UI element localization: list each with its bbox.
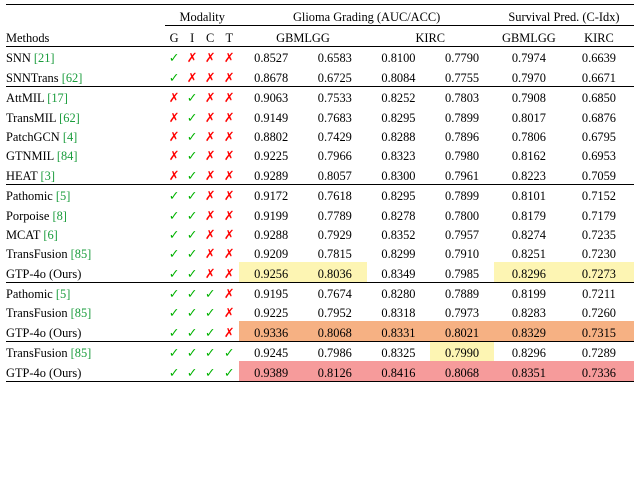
method-name (6, 341, 165, 361)
metric-value: 0.8199 (494, 282, 564, 302)
method-label: MCAT (6, 227, 41, 242)
metric-value: 0.7889 (430, 282, 494, 302)
method-name (6, 47, 165, 67)
metric-value: 0.6671 (581, 70, 616, 85)
table-header-groups (6, 5, 634, 26)
metric-value: 0.7789 (317, 208, 352, 223)
metric-value: 0.8068 (430, 361, 494, 381)
modality-cross-icon: ✗ (223, 110, 235, 126)
metric-value: 0.7230 (581, 247, 616, 262)
citation-link[interactable]: [85] (70, 306, 92, 321)
metric-value: 0.7985 (445, 266, 480, 281)
rule-cell (564, 381, 634, 382)
modality-check-icon: ✓ (165, 282, 183, 302)
metric-value: 0.6953 (581, 149, 616, 164)
citation-link[interactable]: [62] (59, 110, 80, 125)
modality-check-icon: ✓ (168, 208, 180, 224)
method-name (6, 126, 165, 145)
citation-link[interactable]: [62] (61, 70, 83, 85)
rule-cell (367, 381, 431, 382)
metric-value: 0.7899 (445, 110, 480, 125)
modality-check-icon: ✓ (186, 129, 198, 145)
modality-cross-icon: ✗ (223, 208, 235, 224)
method-name (6, 86, 165, 106)
modality-cross-icon: ✗ (223, 227, 235, 243)
modality-check-icon: ✓ (204, 306, 216, 322)
citation-link[interactable]: [84] (56, 149, 78, 164)
method-name (6, 66, 165, 86)
metric-value: 0.7618 (303, 184, 367, 204)
metric-value: 0.8223 (511, 168, 546, 183)
method-name (6, 164, 165, 184)
citation-link[interactable]: [3] (40, 168, 55, 183)
method-label: TransFusion (6, 306, 68, 321)
table-row (6, 106, 634, 125)
method-name (6, 204, 165, 223)
method-label: GTP-4o (Ours) (6, 365, 82, 380)
method-label: PatchGCN (6, 129, 60, 144)
rule-cell (303, 381, 367, 382)
modality-check-icon: ✓ (165, 47, 183, 67)
modality-cross-icon: ✗ (204, 168, 216, 184)
modality-cross-icon: ✗ (219, 282, 239, 302)
method-label: SNNTrans (6, 70, 59, 85)
metric-value: 0.6639 (564, 47, 634, 67)
modality-cross-icon: ✗ (204, 266, 216, 282)
metric-value: 0.8295 (367, 184, 431, 204)
table-row (6, 361, 634, 381)
metric-value: 0.6850 (564, 86, 634, 106)
modality-cross-icon: ✗ (223, 70, 235, 86)
modality-cross-icon: ✗ (201, 47, 219, 67)
rule-cell (219, 381, 239, 382)
method-name (6, 262, 165, 282)
metric-value: 0.6725 (317, 70, 352, 85)
method-name (6, 361, 165, 381)
metric-value: 0.7973 (445, 306, 480, 321)
modality-check-icon: ✓ (168, 325, 180, 341)
modality-check-icon: ✓ (165, 341, 183, 361)
table-bottom-rule (6, 381, 634, 382)
table-row (6, 86, 634, 106)
method-label: AttMIL (6, 91, 45, 106)
citation-link[interactable]: [6] (43, 227, 58, 242)
method-label: Porpoise (6, 208, 50, 223)
metric-value: 0.7929 (317, 227, 352, 242)
modality-check-icon: ✓ (186, 266, 198, 282)
modality-cross-icon: ✗ (223, 247, 235, 263)
modality-cross-icon: ✗ (223, 129, 235, 145)
modality-cross-icon: ✗ (168, 110, 180, 126)
metric-value: 0.8295 (381, 110, 416, 125)
modality-check-icon: ✓ (168, 70, 180, 86)
modality-cross-icon: ✗ (168, 149, 180, 165)
metric-value: 0.8068 (303, 321, 367, 341)
metric-value: 0.7990 (430, 341, 494, 361)
metric-value: 0.7683 (317, 110, 352, 125)
method-name (6, 145, 165, 164)
header-modality-c: C (206, 31, 215, 45)
metric-value: 0.8017 (511, 110, 546, 125)
method-name (6, 243, 165, 262)
metric-value: 0.8274 (511, 227, 546, 242)
modality-cross-icon: ✗ (223, 306, 235, 322)
header-modality-t: T (225, 31, 234, 45)
modality-cross-icon: ✗ (223, 168, 235, 184)
metric-value: 0.6583 (303, 47, 367, 67)
citation-link[interactable]: [21] (33, 51, 55, 66)
modality-check-icon: ✓ (186, 149, 198, 165)
header-modality-g: G (169, 31, 179, 45)
group-header-0: Modality (165, 5, 239, 26)
method-label: GTP-4o (Ours) (6, 325, 82, 340)
rule-cell (430, 381, 494, 382)
citation-link[interactable]: [17] (47, 91, 68, 106)
method-label: HEAT (6, 168, 38, 183)
citation-link[interactable]: [4] (62, 129, 78, 144)
header-sub-0: GBMLGG (276, 31, 330, 45)
modality-check-icon: ✓ (204, 365, 216, 381)
metric-value: 0.8179 (511, 208, 546, 223)
modality-cross-icon: ✗ (219, 184, 239, 204)
modality-check-icon: ✓ (219, 341, 239, 361)
metric-value: 0.8349 (381, 266, 416, 281)
rule-cell (183, 381, 201, 382)
modality-check-icon: ✓ (201, 282, 219, 302)
table-row (6, 302, 634, 321)
citation-link[interactable]: [5] (55, 287, 71, 302)
modality-check-icon: ✓ (186, 325, 198, 341)
metric-value: 0.7755 (445, 70, 480, 85)
method-name (6, 282, 165, 302)
modality-cross-icon: ✗ (168, 168, 180, 184)
metric-value: 0.8021 (430, 321, 494, 341)
modality-cross-icon: ✗ (223, 149, 235, 165)
table-header-columns (6, 26, 634, 47)
rule-cell (165, 381, 183, 382)
modality-check-icon: ✓ (204, 325, 216, 341)
citation-link[interactable]: [85] (70, 346, 92, 361)
modality-check-icon: ✓ (186, 110, 198, 126)
method-name (6, 224, 165, 243)
modality-cross-icon: ✗ (204, 149, 216, 165)
modality-check-icon: ✓ (168, 266, 180, 282)
modality-check-icon: ✓ (183, 184, 201, 204)
header-sub-3: KIRC (584, 31, 614, 45)
metric-value: 0.7315 (564, 321, 634, 341)
modality-cross-icon: ✗ (183, 47, 201, 67)
modality-cross-icon: ✗ (201, 86, 219, 106)
modality-check-icon: ✓ (186, 247, 198, 263)
metric-value: 0.6795 (581, 129, 616, 144)
metric-value: 0.9389 (239, 361, 303, 381)
metric-value: 0.8678 (254, 70, 289, 85)
table-row (6, 164, 634, 184)
modality-check-icon: ✓ (183, 86, 201, 106)
table-row (6, 243, 634, 262)
table-row (6, 341, 634, 361)
modality-check-icon: ✓ (186, 227, 198, 243)
metric-value: 0.8100 (367, 47, 431, 67)
metric-value: 0.8288 (381, 129, 416, 144)
modality-check-icon: ✓ (186, 306, 198, 322)
metric-value: 0.7533 (303, 86, 367, 106)
rule-cell (239, 381, 303, 382)
rule-cell (6, 381, 165, 382)
table-row (6, 126, 634, 145)
metric-value: 0.7260 (581, 306, 616, 321)
metric-value: 0.9209 (254, 247, 289, 262)
method-name (6, 302, 165, 321)
header-sub-1: KIRC (415, 31, 446, 45)
method-label: TransFusion (6, 346, 68, 361)
metric-value: 0.9289 (254, 168, 289, 183)
metric-value: 0.8329 (494, 321, 564, 341)
metric-value: 0.7211 (564, 282, 634, 302)
modality-check-icon: ✓ (183, 282, 201, 302)
metric-value: 0.8084 (381, 70, 416, 85)
modality-cross-icon: ✗ (223, 266, 235, 282)
header-blank (6, 5, 165, 26)
citation-link[interactable]: [8] (52, 208, 67, 223)
metric-value: 0.9063 (239, 86, 303, 106)
metric-value: 0.8296 (494, 341, 564, 361)
metric-value: 0.7815 (317, 247, 352, 262)
metric-value: 0.9225 (254, 306, 289, 321)
header-methods: Methods (6, 31, 50, 45)
method-label: GTNMIL (6, 149, 54, 164)
modality-check-icon: ✓ (168, 365, 180, 381)
modality-check-icon: ✓ (183, 341, 201, 361)
metric-value: 0.7273 (564, 262, 634, 282)
method-label: TransFusion (6, 247, 68, 262)
metric-value: 0.7179 (581, 208, 616, 223)
method-label: Pathomic (6, 189, 53, 204)
metric-value: 0.8252 (367, 86, 431, 106)
modality-cross-icon: ✗ (165, 86, 183, 106)
table-row (6, 145, 634, 164)
metric-value: 0.8280 (367, 282, 431, 302)
metric-value: 0.7806 (511, 129, 546, 144)
modality-cross-icon: ✗ (204, 208, 216, 224)
metric-value: 0.9195 (239, 282, 303, 302)
modality-cross-icon: ✗ (201, 184, 219, 204)
method-name (6, 321, 165, 341)
metric-value: 0.7974 (494, 47, 564, 67)
metric-value: 0.9199 (254, 208, 289, 223)
metric-value: 0.8101 (494, 184, 564, 204)
modality-cross-icon: ✗ (204, 70, 216, 86)
metric-value: 0.9225 (254, 149, 289, 164)
metric-value: 0.7800 (445, 208, 480, 223)
modality-cross-icon: ✗ (204, 129, 216, 145)
method-label: Pathomic (6, 287, 53, 302)
modality-cross-icon: ✗ (204, 227, 216, 243)
metric-value: 0.7980 (445, 149, 480, 164)
metric-value: 0.8331 (367, 321, 431, 341)
metric-value: 0.7957 (445, 227, 480, 242)
modality-check-icon: ✓ (186, 168, 198, 184)
rule-cell (494, 381, 564, 382)
metric-value: 0.8162 (511, 149, 546, 164)
table-row (6, 66, 634, 86)
modality-cross-icon: ✗ (223, 325, 235, 341)
modality-check-icon: ✓ (223, 365, 235, 381)
metric-value: 0.9288 (254, 227, 289, 242)
group-header-2: Survival Pred. (C-Idx) (494, 5, 634, 26)
metric-value: 0.9149 (254, 110, 289, 125)
modality-check-icon: ✓ (186, 208, 198, 224)
metric-value: 0.8323 (381, 149, 416, 164)
metric-value: 0.9172 (239, 184, 303, 204)
metric-value: 0.8299 (381, 247, 416, 262)
table-row (6, 47, 634, 67)
modality-check-icon: ✓ (168, 247, 180, 263)
citation-link[interactable]: [5] (55, 189, 71, 204)
table-row (6, 262, 634, 282)
metric-value: 0.7908 (494, 86, 564, 106)
metric-value: 0.7899 (430, 184, 494, 204)
metric-value: 0.7235 (581, 227, 616, 242)
metric-value: 0.8296 (494, 262, 564, 282)
table-row (6, 321, 634, 341)
metric-value: 0.7966 (317, 149, 352, 164)
modality-check-icon: ✓ (168, 227, 180, 243)
modality-check-icon: ✓ (186, 365, 198, 381)
metric-value: 0.8283 (511, 306, 546, 321)
metric-value: 0.8352 (381, 227, 416, 242)
modality-cross-icon: ✗ (168, 129, 180, 145)
rule-cell (201, 381, 219, 382)
table-row (6, 282, 634, 302)
metric-value: 0.8318 (381, 306, 416, 321)
table-row (6, 224, 634, 243)
metric-value: 0.9256 (239, 262, 303, 282)
metric-value: 0.8300 (381, 168, 416, 183)
metric-value: 0.8057 (317, 168, 352, 183)
method-name (6, 184, 165, 204)
metric-value: 0.6876 (581, 110, 616, 125)
modality-cross-icon: ✗ (204, 247, 216, 263)
header-modality-i: I (190, 31, 195, 45)
metric-value: 0.9245 (239, 341, 303, 361)
modality-cross-icon: ✗ (204, 110, 216, 126)
metric-value: 0.8802 (254, 129, 289, 144)
table-row (6, 204, 634, 223)
modality-cross-icon: ✗ (219, 86, 239, 106)
modality-cross-icon: ✗ (186, 70, 198, 86)
metric-value: 0.7896 (445, 129, 480, 144)
header-sub-2: GBMLGG (502, 31, 556, 45)
method-label: GTP-4o (Ours) (6, 266, 82, 281)
method-name (6, 106, 165, 125)
citation-link[interactable]: [85] (70, 247, 92, 262)
metric-value: 0.8416 (367, 361, 431, 381)
metric-value: 0.7152 (564, 184, 634, 204)
modality-check-icon: ✓ (165, 184, 183, 204)
metric-value: 0.7952 (317, 306, 352, 321)
metric-value: 0.7961 (445, 168, 480, 183)
metric-value: 0.8527 (239, 47, 303, 67)
metric-value: 0.9336 (239, 321, 303, 341)
metric-value: 0.8325 (367, 341, 431, 361)
metric-value: 0.7803 (430, 86, 494, 106)
metric-value: 0.7970 (511, 70, 546, 85)
metric-value: 0.7790 (430, 47, 494, 67)
metric-value: 0.7059 (581, 168, 616, 183)
metric-value: 0.8351 (494, 361, 564, 381)
metric-value: 0.7910 (445, 247, 480, 262)
modality-check-icon: ✓ (201, 341, 219, 361)
metric-value: 0.8251 (511, 247, 546, 262)
metric-value: 0.8278 (381, 208, 416, 223)
group-header-1: Glioma Grading (AUC/ACC) (239, 5, 494, 26)
modality-cross-icon: ✗ (219, 47, 239, 67)
method-label: SNN (6, 51, 31, 66)
table-row (6, 184, 634, 204)
metric-value: 0.7289 (564, 341, 634, 361)
metric-value: 0.7986 (303, 341, 367, 361)
metric-value: 0.7429 (317, 129, 352, 144)
metric-value: 0.7336 (564, 361, 634, 381)
method-label: TransMIL (6, 110, 57, 125)
metric-value: 0.7674 (303, 282, 367, 302)
metric-value: 0.8036 (303, 262, 367, 282)
results-table (6, 4, 634, 382)
metric-value: 0.8126 (303, 361, 367, 381)
modality-check-icon: ✓ (168, 306, 180, 322)
